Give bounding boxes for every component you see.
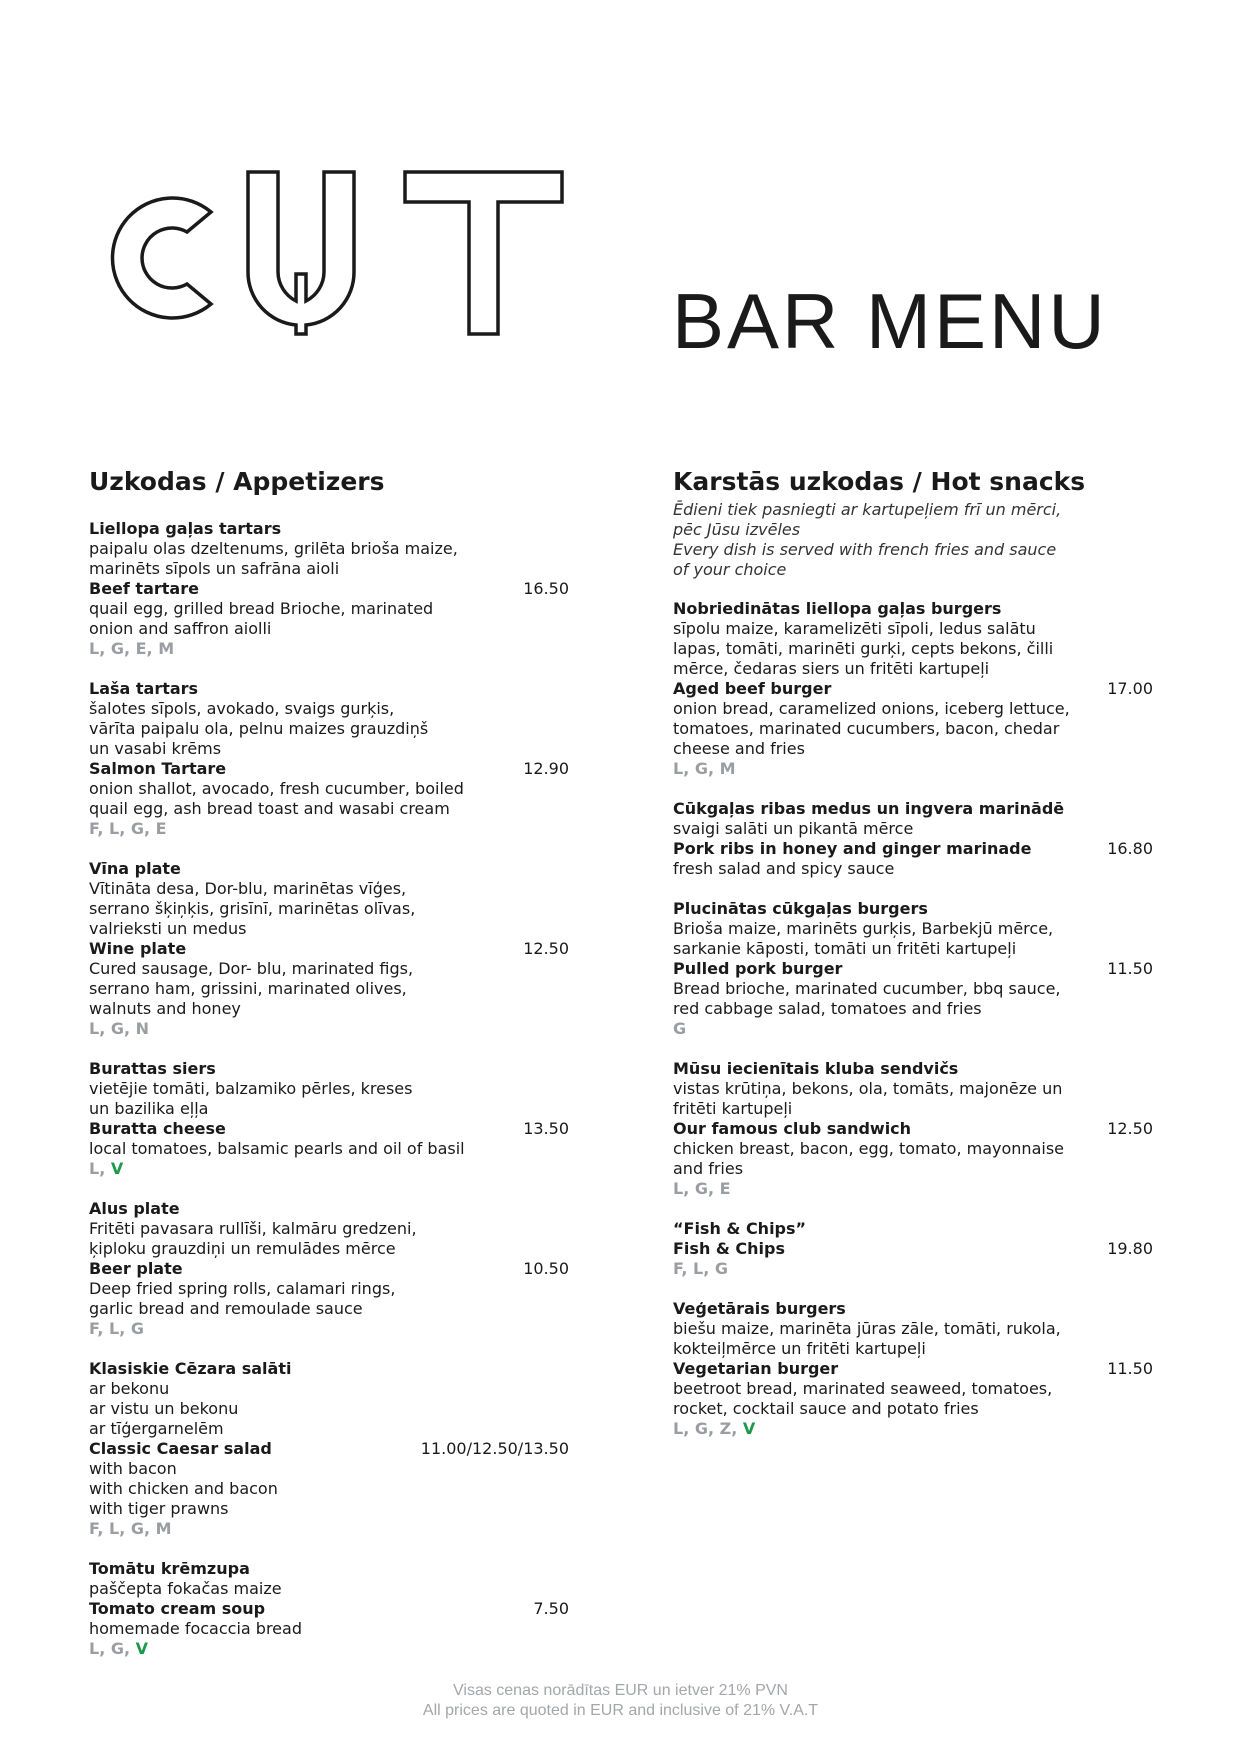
dish-name-lv: Klasiskie Cēzara salāti	[89, 1359, 292, 1378]
dish-price: 11.50	[1107, 959, 1153, 978]
dish-price: 19.80	[1107, 1239, 1153, 1258]
dish-description-lv: fritēti kartupeļi	[673, 1099, 793, 1118]
allergen-codes: G	[673, 1019, 687, 1038]
dish-description-en: cheese and fries	[673, 739, 805, 758]
dish-name-lv: Burattas siers	[89, 1059, 216, 1078]
dish-description-lv: vietējie tomāti, balzamiko pērles, kreses	[89, 1079, 413, 1098]
allergen-codes: L, G, E, M	[89, 639, 175, 658]
allergen-tags	[673, 759, 1153, 779]
allergen-codes: L, G,	[89, 1639, 131, 1658]
dish-description-lv: un bazilika eļļa	[89, 1099, 209, 1118]
appetizers-title: Uzkodas / Appetizers	[89, 467, 385, 496]
dish-price: 10.50	[523, 1259, 569, 1278]
dish-name-en: Pork ribs in honey and ginger marinade	[673, 839, 1032, 858]
dish-description-en: fresh salad and spicy sauce	[673, 859, 895, 878]
hot-snacks-list	[673, 599, 1153, 1439]
dish-description-en: red cabbage salad, tomatoes and fries	[673, 999, 982, 1018]
dish-name-lv: Nobriedinātas liellopa gaļas burgers	[673, 599, 1002, 618]
allergen-tags	[89, 1019, 569, 1039]
dish-description-en: Cured sausage, Dor- blu, marinated figs,	[89, 959, 414, 978]
intro-line: Every dish is served with french fries and sauce	[673, 540, 1057, 559]
appetizers-list	[89, 519, 569, 1659]
hot-snacks-intro	[673, 500, 1153, 580]
dish-description-lv: un vasabi krēms	[89, 739, 222, 758]
dish-description-en: serrano ham, grissini, marinated olives,	[89, 979, 407, 998]
allergen-codes: F, L, G	[89, 1319, 144, 1338]
menu-item	[89, 1359, 569, 1539]
dish-description-lv: ķiploku grauzdiņi un remulādes mērce	[89, 1239, 396, 1258]
dish-description-en: chicken breast, bacon, egg, tomato, mayonnaise	[673, 1139, 1064, 1158]
dish-name-lv: Plucinātas cūkgaļas burgers	[673, 899, 928, 918]
dish-name-lv: Alus plate	[89, 1199, 180, 1218]
dish-name-lv: Laša tartars	[89, 679, 199, 698]
dish-description-lv: lapas, tomāti, marinēti gurķi, cepts bekons, čilli	[673, 639, 1054, 658]
hot-snacks-title: Karstās uzkodas / Hot snacks	[673, 467, 1086, 496]
dish-description-en: quail egg, ash bread toast and wasabi cream	[89, 799, 450, 818]
dish-description-en: with tiger prawns	[89, 1499, 229, 1518]
dish-price: 7.50	[533, 1599, 569, 1618]
hot-snacks-column	[673, 464, 1153, 1459]
vegan-mark: V	[135, 1639, 149, 1658]
dish-name-en: Vegetarian burger	[673, 1359, 839, 1378]
dish-name-en: Our famous club sandwich	[673, 1119, 912, 1138]
allergen-codes: L,	[89, 1159, 106, 1178]
dish-price: 16.80	[1107, 839, 1153, 858]
dish-name-lv: Veģetārais burgers	[673, 1299, 846, 1318]
dish-description-lv: Vītināta desa, Dor-blu, marinētas vīģes,	[89, 879, 407, 898]
allergen-tags	[89, 1319, 569, 1339]
dish-description-en: beetroot bread, marinated seaweed, tomatoes,	[673, 1379, 1053, 1398]
dish-description-en: tomatoes, marinated cucumbers, bacon, chedar	[673, 719, 1060, 738]
dish-description-lv: valrieksti un medus	[89, 919, 247, 938]
dish-name-lv: Tomātu krēmzupa	[89, 1559, 250, 1578]
dish-name-en: Beer plate	[89, 1259, 183, 1278]
menu-item	[89, 1059, 569, 1179]
intro-line: of your choice	[673, 560, 787, 579]
dish-description-en: with chicken and bacon	[89, 1479, 278, 1498]
menu-item	[673, 799, 1153, 879]
allergen-codes: F, L, G, E	[89, 819, 167, 838]
dish-description-lv: ar bekonu	[89, 1379, 170, 1398]
dish-description-en: onion shallot, avocado, fresh cucumber, boiled	[89, 779, 464, 798]
logo-letter-c	[112, 198, 211, 318]
dish-description-lv: ar vistu un bekonu	[89, 1399, 239, 1418]
dish-name-en: Buratta cheese	[89, 1119, 226, 1138]
dish-name-en: Wine plate	[89, 939, 187, 958]
menu-item	[673, 1299, 1153, 1439]
cut-logo	[80, 170, 580, 346]
intro-line: pēc Jūsu izvēles	[673, 520, 801, 539]
menu-item	[89, 1559, 569, 1659]
menu-item	[673, 1219, 1153, 1279]
menu-item	[89, 859, 569, 1039]
vegan-mark: V	[110, 1159, 124, 1178]
dish-description-en: with bacon	[89, 1459, 177, 1478]
appetizers-column	[89, 464, 569, 1679]
logo-letter-t	[405, 172, 562, 334]
dish-description-lv: svaigi salāti un pikantā mērce	[673, 819, 914, 838]
dish-name-en: Beef tartare	[89, 579, 199, 598]
dish-description-lv: sīpolu maize, karamelizēti sīpoli, ledus salātu	[673, 619, 1036, 638]
dish-description-en: quail egg, grilled bread Brioche, marinated	[89, 599, 434, 618]
dish-name-en: Salmon Tartare	[89, 759, 227, 778]
dish-description-en: and fries	[673, 1159, 744, 1178]
allergen-tags	[89, 819, 569, 839]
dish-description-en: onion bread, caramelized onions, iceberg lettuce,	[673, 699, 1070, 718]
dish-price: 13.50	[523, 1119, 569, 1138]
allergen-tags	[89, 1159, 569, 1179]
intro-line: Ēdieni tiek pasniegti ar kartupeļiem frī un mērci,	[673, 500, 1062, 519]
dish-description-lv: mērce, čedaras siers un fritēti kartupeļi	[673, 659, 990, 678]
dish-description-lv: ar tīģergarnelēm	[89, 1419, 224, 1438]
dish-description-en: onion and saffron aiolli	[89, 619, 272, 638]
menu-item	[673, 899, 1153, 1039]
dish-name-lv: Vīna plate	[89, 859, 181, 878]
allergen-tags	[673, 1019, 1153, 1039]
footer-line-lv: Visas cenas norādītas EUR un ietver 21% PVN	[453, 1682, 788, 1699]
footer-line-en: All prices are quoted in EUR and inclusive of 21% V.A.T	[422, 1702, 819, 1719]
dish-name-en: Pulled pork burger	[673, 959, 843, 978]
dish-name-en: Aged beef burger	[673, 679, 832, 698]
allergen-codes: F, L, G	[673, 1259, 728, 1278]
dish-price: 16.50	[523, 579, 569, 598]
allergen-codes: L, G, M	[673, 759, 736, 778]
dish-price: 12.90	[523, 759, 569, 778]
menu-item	[89, 519, 569, 659]
dish-description-en: Deep fried spring rolls, calamari rings,	[89, 1279, 396, 1298]
dish-name-lv: “Fish & Chips”	[673, 1219, 807, 1238]
allergen-tags	[673, 1179, 1153, 1199]
dish-description-en: walnuts and honey	[89, 999, 241, 1018]
dish-name-en: Fish & Chips	[673, 1239, 786, 1258]
vegan-mark: V	[742, 1419, 756, 1438]
dish-price: 12.50	[1107, 1119, 1153, 1138]
dish-name-lv: Liellopa gaļas tartars	[89, 519, 282, 538]
menu-item	[89, 1199, 569, 1339]
menu-item	[89, 679, 569, 839]
logo-letter-u	[248, 172, 354, 334]
dish-description-lv: marinēts sīpols un safrāna aioli	[89, 559, 340, 578]
dish-description-en: Bread brioche, marinated cucumber, bbq sauce,	[673, 979, 1061, 998]
allergen-codes: F, L, G, M	[89, 1519, 172, 1538]
dish-description-lv: paipalu olas dzeltenums, grilēta brioša maize,	[89, 539, 458, 558]
allergen-tags	[89, 1639, 569, 1659]
allergen-codes: L, G, N	[89, 1019, 150, 1038]
dish-price: 12.50	[523, 939, 569, 958]
dish-price: 17.00	[1107, 679, 1153, 698]
menu-item	[673, 599, 1153, 779]
price-footer	[0, 1681, 1241, 1721]
allergen-tags	[673, 1259, 1153, 1279]
dish-name-en: Classic Caesar salad	[89, 1439, 272, 1458]
bar-menu-heading: BAR MENU	[672, 277, 1108, 365]
dish-name-lv: Mūsu iecienītais kluba sendvičs	[673, 1059, 959, 1078]
allergen-tags	[89, 1519, 569, 1539]
dish-price: 11.00/12.50/13.50	[420, 1439, 569, 1458]
dish-description-lv: vistas krūtiņa, bekons, ola, tomāts, majonēze un	[673, 1079, 1063, 1098]
dish-name-lv: Cūkgaļas ribas medus un ingvera marinādē	[673, 799, 1065, 818]
dish-description-lv: Fritēti pavasara rullīši, kalmāru gredzeni,	[89, 1219, 417, 1238]
dish-description-lv: serrano šķiņķis, grisīnī, marinētas olīvas,	[89, 899, 416, 918]
allergen-codes: L, G, E	[673, 1179, 731, 1198]
dish-description-lv: sarkanie kāposti, tomāti un fritēti kartupeļi	[673, 939, 1017, 958]
dish-description-en: garlic bread and remoulade sauce	[89, 1299, 363, 1318]
allergen-codes: L, G, Z,	[673, 1419, 738, 1438]
dish-description-lv: paščepta fokačas maize	[89, 1579, 282, 1598]
dish-description-en: local tomatoes, balsamic pearls and oil of basil	[89, 1139, 465, 1158]
dish-description-lv: kokteiļmērce un fritēti kartupeļi	[673, 1339, 926, 1358]
dish-description-en: homemade focaccia bread	[89, 1619, 302, 1638]
dish-description-en: rocket, cocktail sauce and potato fries	[673, 1399, 979, 1418]
allergen-tags	[89, 639, 569, 659]
dish-description-lv: Brioša maize, marinēts gurķis, Barbekjū mērce,	[673, 919, 1054, 938]
dish-description-lv: vārīta paipalu ola, pelnu maizes grauzdiņš	[89, 719, 429, 738]
dish-description-lv: biešu maize, marinēta jūras zāle, tomāti, rukola,	[673, 1319, 1061, 1338]
dish-price: 11.50	[1107, 1359, 1153, 1378]
menu-item	[673, 1059, 1153, 1199]
dish-name-en: Tomato cream soup	[89, 1599, 266, 1618]
allergen-tags	[673, 1419, 1153, 1439]
dish-description-lv: šalotes sīpols, avokado, svaigs gurķis,	[89, 699, 395, 718]
